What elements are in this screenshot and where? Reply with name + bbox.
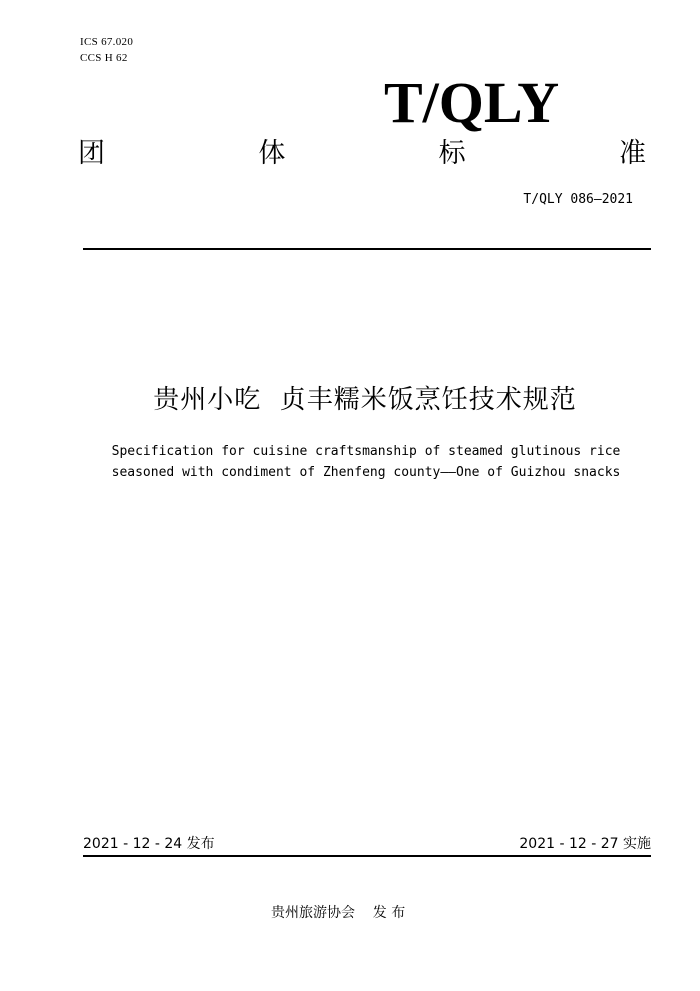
- standard-logo: T/QLY: [384, 70, 560, 135]
- implement-date: 2021 - 12 - 27 实施: [519, 836, 651, 852]
- english-title-line: seasoned with condiment of Zhenfeng county——One of Guizhou snacks: [111, 465, 621, 480]
- chinese-title: 贵州小吃 贞丰糯米饭烹饪技术规范: [153, 385, 577, 415]
- standard-code: T/QLY 086—2021: [523, 192, 633, 207]
- standard-type: [78, 134, 646, 174]
- ics-code: ICS 67.020: [80, 36, 134, 48]
- standard-type-char: 体: [258, 138, 286, 169]
- publish-date: 2021 - 12 - 24 发布: [83, 836, 215, 852]
- standard-type-char: 标: [438, 138, 466, 169]
- english-title-line: Specification for cuisine craftsmanship of steamed glutinous rice: [111, 444, 621, 459]
- ccs-code: CCS H 62: [80, 52, 128, 64]
- english-title: [0, 441, 700, 483]
- issuer: 贵州旅游协会 发 布: [271, 905, 406, 921]
- top-divider: [83, 248, 651, 250]
- bottom-divider: [83, 855, 651, 857]
- classification-codes: [80, 34, 133, 66]
- standard-type-char: 准: [618, 138, 646, 169]
- standard-type-char: 团: [78, 138, 105, 169]
